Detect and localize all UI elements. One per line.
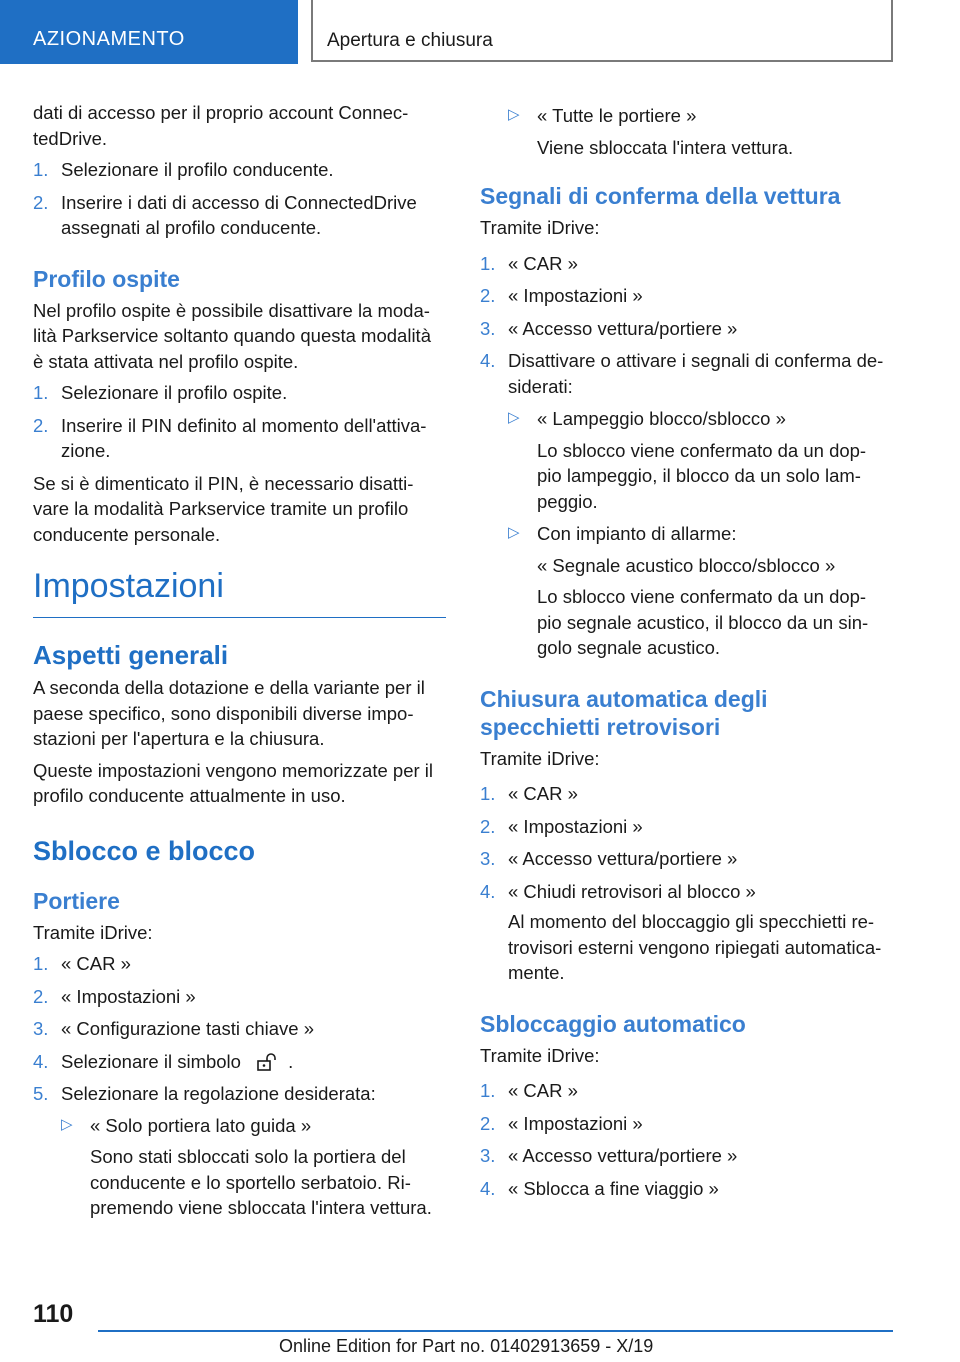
- list-item: [480, 781, 894, 807]
- confirm-via: Tramite iDrive:: [480, 217, 600, 238]
- footer-divider: [98, 1330, 893, 1332]
- option-label: « Tutte le portiere »: [537, 105, 697, 126]
- doors-via: Tramite iDrive:: [33, 921, 153, 943]
- list-item: [33, 157, 446, 183]
- step-number: 2.: [480, 285, 496, 306]
- option-line: « Segnale acustico blocco/sblocco »: [537, 554, 836, 576]
- option-label: « Solo portiera lato guida »: [90, 1114, 312, 1136]
- triangle-bullet-icon: ▷: [508, 106, 520, 123]
- step-number: 2.: [480, 1112, 496, 1134]
- step-number: 4.: [480, 880, 496, 902]
- confirm-heading: Segnali di conferma della vettura: [480, 183, 841, 209]
- step-text: « CAR »: [508, 783, 578, 804]
- list-item: [480, 251, 894, 277]
- list-item: [33, 984, 446, 1010]
- step-number: 3.: [480, 317, 496, 339]
- list-item: [480, 846, 894, 872]
- guest-note: Se si è dimenticato il PIN, è necessario disatti- vare la modalità Parkservice tramite un profilo conducente personale.: [33, 472, 414, 545]
- intro-text: dati di accesso per il proprio account Connec- tedDrive.: [33, 102, 409, 149]
- list-item: [33, 1081, 446, 1221]
- step-text: « Impostazioni »: [508, 1112, 643, 1134]
- page-number: 110: [33, 1300, 74, 1328]
- list-item: [480, 1176, 894, 1202]
- step-number: 4.: [33, 1050, 49, 1072]
- step-text: Selezionare la regolazione desiderata:: [61, 1083, 376, 1104]
- step-text: « Sblocca a fine viaggio »: [508, 1177, 719, 1199]
- unlock-heading: Sblocco e blocco: [33, 835, 256, 866]
- option-desc: Viene sbloccata l'intera vettura.: [537, 136, 794, 158]
- step-number: 1.: [33, 382, 49, 403]
- step-number: 2.: [33, 985, 49, 1007]
- step-number: 1.: [480, 783, 496, 804]
- doors-steps-extra: [33, 1049, 446, 1221]
- settings-heading: Impostazioni: [33, 565, 446, 618]
- doors-steps: [33, 951, 446, 1042]
- sub-item: [508, 406, 894, 514]
- step-text: « Impostazioni »: [61, 985, 196, 1007]
- step-text: « Accesso vettura/portiere »: [508, 317, 738, 339]
- option-desc: Lo sblocco viene confermato da un dop- pio lampeggio, il blocco da un solo lam- peggio.: [537, 439, 867, 512]
- list-item: [33, 380, 446, 406]
- step-text: « Impostazioni »: [508, 285, 643, 306]
- step-number: 3.: [480, 1145, 496, 1166]
- step-text: Inserire i dati di accesso di ConnectedDrive assegnati al profilo conducente.: [61, 191, 417, 238]
- guest-steps: [33, 380, 446, 464]
- triangle-bullet-icon: ▷: [508, 409, 520, 426]
- list-item: [480, 316, 894, 342]
- list-item: [33, 1016, 446, 1042]
- option-label: « Lampeggio blocco/sblocco »: [537, 408, 786, 429]
- intro-steps: [33, 157, 446, 241]
- list-item: [480, 1078, 894, 1104]
- sub-item: [61, 1113, 446, 1221]
- step-number: 2.: [33, 191, 49, 213]
- guest-heading: Profilo ospite: [33, 265, 180, 292]
- mirror-steps: [480, 781, 894, 904]
- step-text: « Accesso vettura/portiere »: [508, 1145, 738, 1166]
- step-text: « CAR »: [61, 953, 131, 974]
- list-item: [480, 814, 894, 840]
- auto-heading: Sbloccaggio automatico: [480, 1010, 746, 1037]
- section-tab: [0, 0, 298, 64]
- list-item: [480, 348, 894, 399]
- right-column: [480, 100, 894, 1208]
- chapter-tab: [311, 0, 893, 62]
- mirror-desc: Al momento del bloccaggio gli specchietti re- trovisori esterni vengono ripiegati automatica- mente.: [508, 911, 882, 983]
- triangle-bullet-icon: ▷: [508, 524, 520, 541]
- step-number: 3.: [33, 1018, 49, 1039]
- option-desc: Lo sblocco viene confermato da un dop- pio segnale acustico, il blocco da un sin- golo segnale acustico.: [537, 586, 869, 658]
- step-text: Disattivare o attivare i segnali di conferma de- siderati:: [508, 350, 884, 397]
- general-p2: Queste impostazioni vengono memorizzate per il profilo conducente attualmente in uso.: [33, 759, 433, 806]
- list-item: [480, 1111, 894, 1137]
- general-heading: Aspetti generali: [33, 640, 229, 670]
- step-number: 2.: [480, 815, 496, 837]
- step-text: Selezionare il profilo conducente.: [61, 159, 334, 180]
- step-number: 1.: [33, 159, 49, 180]
- auto-steps: [480, 1078, 894, 1201]
- chapter-title: Apertura e chiusura: [327, 30, 493, 51]
- list-item: [480, 1143, 894, 1169]
- step-number: 4.: [480, 350, 496, 371]
- step-number: 3.: [480, 848, 496, 869]
- option-label: Con impianto di allarme:: [537, 523, 737, 544]
- list-item: [33, 951, 446, 977]
- step-text: Inserire il PIN definito al momento dell'attiva- zione.: [61, 414, 427, 461]
- step-text: Selezionare il simbolo: [61, 1050, 241, 1072]
- step-number: 4.: [480, 1177, 496, 1199]
- edition-text: Online Edition for Part no. 01402913659 - X/19: [279, 1336, 654, 1356]
- option-desc: Sono stati sbloccati solo la portiera del conducente e lo sportello serbatoio. Ri- premendo viene sbloccata l'intera vettura.: [90, 1146, 432, 1218]
- list-item: [33, 1049, 446, 1075]
- mirror-heading: Chiusura automatica degli specchietti retrovisori: [480, 685, 768, 740]
- step-end: .: [288, 1050, 294, 1072]
- unlock-icon: [256, 1053, 278, 1071]
- step-number: 2.: [33, 414, 49, 436]
- step-text: « CAR »: [508, 1080, 578, 1101]
- sub-item: [508, 521, 894, 661]
- step-text: Selezionare il profilo ospite.: [61, 382, 288, 403]
- list-item: [480, 283, 894, 309]
- auto-via: Tramite iDrive:: [480, 1044, 600, 1066]
- step-number: 1.: [480, 252, 496, 274]
- general-p1: A seconda della dotazione e della variante per il paese specifico, sono disponibili diverse impo- stazioni per l'apertura e la chiusura.: [33, 677, 425, 749]
- step-text: « Accesso vettura/portiere »: [508, 848, 738, 869]
- step-number: 5.: [33, 1083, 49, 1104]
- doors-heading: Portiere: [33, 887, 120, 914]
- step-text: « Impostazioni »: [508, 815, 643, 837]
- sub-item: [508, 103, 894, 160]
- list-item: [480, 879, 894, 905]
- guest-text: Nel profilo ospite è possibile disattivare la moda- lità Parkservice soltanto quando questa modalità è stata attivata nel profilo ospite.: [33, 299, 431, 372]
- left-column: [33, 100, 446, 1228]
- step-number: 1.: [33, 953, 49, 974]
- list-item: [33, 413, 446, 464]
- mirror-via: Tramite iDrive:: [480, 747, 600, 769]
- step-text: « Configurazione tasti chiave »: [61, 1018, 314, 1039]
- triangle-bullet-icon: ▷: [61, 1115, 73, 1133]
- section-title: AZIONAMENTO: [33, 28, 185, 50]
- confirm-steps: [480, 251, 894, 400]
- step-text: « Chiudi retrovisori al blocco »: [508, 880, 756, 902]
- step-text: « CAR »: [508, 252, 578, 274]
- step-number: 1.: [480, 1080, 496, 1101]
- list-item: [33, 190, 446, 241]
